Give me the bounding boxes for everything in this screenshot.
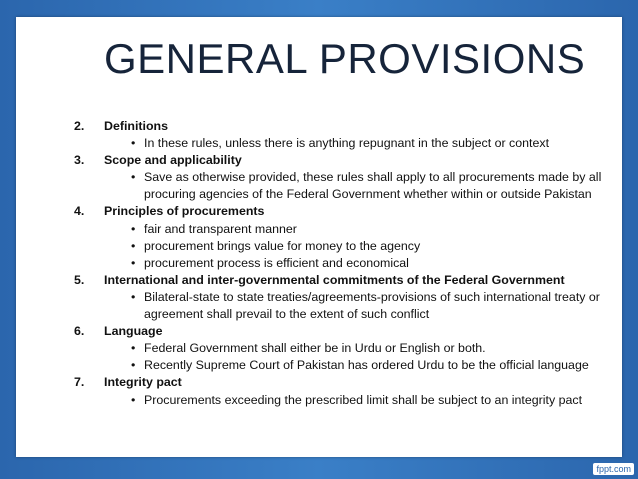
provision-heading: Scope and applicability — [104, 153, 242, 168]
provision-number: 3. — [74, 153, 85, 168]
provision-bullet — [131, 289, 614, 323]
bullet-icon: • — [131, 255, 136, 270]
bullet-icon: • — [131, 289, 136, 304]
footer-watermark: fppt.com — [593, 463, 634, 475]
provision-item — [74, 118, 614, 135]
provision-bullet — [131, 255, 614, 272]
bullet-text: Save as otherwise provided, these rules shall apply to all procurements made by all procuring agencies of the Federal Government whether within or outside Pakistan — [144, 170, 602, 202]
provision-item — [74, 272, 614, 289]
bullet-icon: • — [131, 136, 136, 151]
provision-item — [74, 152, 614, 169]
provision-bullet — [131, 135, 614, 152]
provision-bullet — [131, 357, 614, 374]
bullet-icon: • — [131, 341, 136, 356]
bullet-icon: • — [131, 221, 136, 236]
slide-title: GENERAL PROVISIONS — [104, 35, 586, 82]
provision-item — [74, 374, 614, 391]
provision-item — [74, 203, 614, 220]
provision-bullet — [131, 221, 614, 238]
bullet-text: Procurements exceeding the prescribed limit shall be subject to an integrity pact — [144, 392, 583, 407]
provisions-list — [74, 118, 614, 409]
provision-number: 7. — [74, 375, 85, 390]
provision-number: 2. — [74, 119, 85, 133]
provision-number: 6. — [74, 324, 85, 339]
bullet-icon: • — [131, 358, 136, 373]
bullet-text: Bilateral-state to state treaties/agreements-provisions of such international treaty or agreement shall prevail to the extent of such conflict — [144, 289, 600, 322]
provision-bullet — [131, 340, 614, 357]
provision-heading: Definitions — [104, 119, 169, 133]
provision-heading: Integrity pact — [104, 375, 182, 390]
bullet-text: Recently Supreme Court of Pakistan has ordered Urdu to be the official language — [144, 358, 589, 373]
provision-item — [74, 323, 614, 340]
provision-number: 5. — [74, 272, 85, 287]
slide-card — [16, 17, 622, 457]
provision-bullet — [131, 169, 614, 203]
bullet-text: In these rules, unless there is anything repugnant in the subject or context — [144, 136, 550, 151]
provision-heading: International and inter-governmental commitments of the Federal Government — [104, 272, 565, 287]
provision-bullet — [131, 392, 614, 409]
provision-bullet — [131, 238, 614, 255]
bullet-text: Federal Government shall either be in Urdu or English or both. — [144, 341, 486, 356]
bullet-text: procurement brings value for money to the agency — [144, 238, 421, 253]
provision-heading: Principles of procurements — [104, 204, 265, 219]
bullet-text: fair and transparent manner — [144, 221, 297, 236]
bullet-icon: • — [131, 392, 136, 407]
bullet-icon: • — [131, 170, 136, 185]
bullet-icon: • — [131, 238, 136, 253]
provision-number: 4. — [74, 204, 85, 219]
bullet-text: procurement process is efficient and economical — [144, 255, 409, 270]
provision-heading: Language — [104, 324, 163, 339]
